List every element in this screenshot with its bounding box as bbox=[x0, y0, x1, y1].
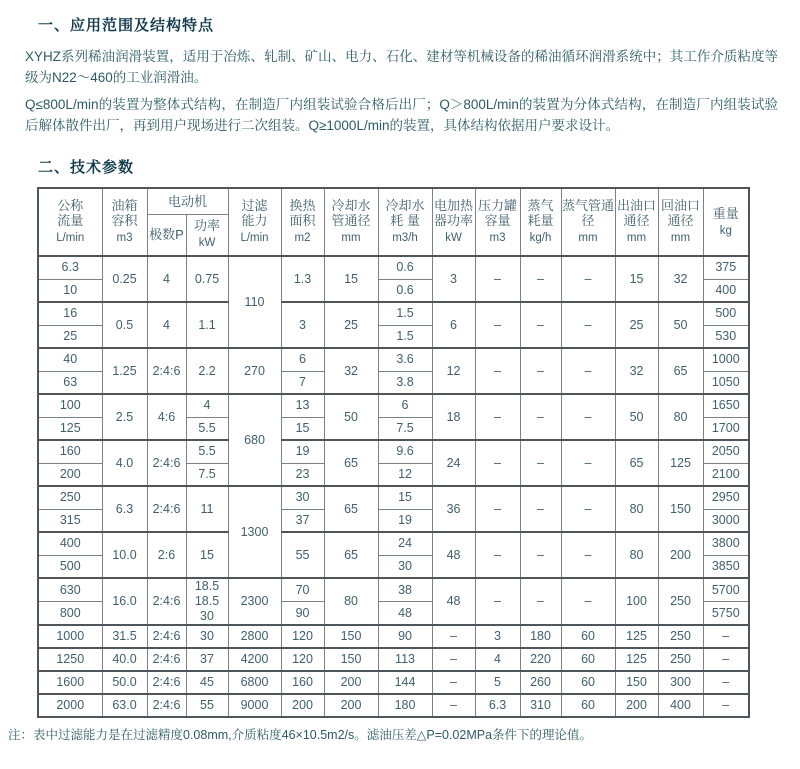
table-cell: 50 bbox=[324, 394, 378, 440]
table-cell: 2050 bbox=[703, 440, 749, 463]
table-cell: 110 bbox=[228, 256, 281, 348]
table-row bbox=[38, 256, 749, 279]
table-cell: 24 bbox=[378, 532, 432, 555]
table-cell: 40 bbox=[38, 348, 102, 371]
table-cell: 630 bbox=[38, 578, 102, 602]
header-unit: m3/h bbox=[392, 232, 418, 244]
col-header-motor-power bbox=[186, 214, 228, 256]
header-unit: m3 bbox=[489, 232, 506, 244]
table-cell: 125 bbox=[615, 648, 658, 671]
table-row bbox=[38, 440, 749, 463]
table-cell: 1000 bbox=[38, 625, 102, 648]
table-row bbox=[38, 394, 749, 417]
table-cell: 2000 bbox=[38, 694, 102, 717]
table-cell: 0.5 bbox=[102, 302, 147, 348]
col-header-filter-capacity bbox=[228, 188, 281, 256]
table-cell: 160 bbox=[38, 440, 102, 463]
table-cell: 30 bbox=[281, 486, 324, 509]
table-cell: – bbox=[475, 256, 520, 302]
cell-line: 18.5 bbox=[194, 579, 220, 593]
header-unit: m3 bbox=[116, 232, 133, 244]
table-cell: 9000 bbox=[228, 694, 281, 717]
table-cell: 200 bbox=[615, 694, 658, 717]
table-cell: – bbox=[561, 302, 615, 348]
header-unit: mm bbox=[578, 232, 598, 244]
table-cell: 7 bbox=[281, 371, 324, 394]
table-cell: 3000 bbox=[703, 509, 749, 532]
cell-line: 18.5 bbox=[194, 594, 220, 608]
table-cell: 25 bbox=[324, 302, 378, 348]
header-line: 回油口 bbox=[661, 198, 701, 213]
table-cell: 2:6 bbox=[147, 532, 186, 578]
table-cell: – bbox=[475, 532, 520, 578]
table-cell: 160 bbox=[281, 671, 324, 694]
table-cell: 120 bbox=[281, 648, 324, 671]
table-cell: 180 bbox=[378, 694, 432, 717]
table-cell: 2:4:6 bbox=[147, 694, 186, 717]
table-cell: 3 bbox=[432, 256, 475, 302]
table-cell: – bbox=[561, 486, 615, 532]
table-cell: 680 bbox=[228, 394, 281, 486]
table-cell: 125 bbox=[658, 440, 703, 486]
col-header-heater-power bbox=[432, 188, 475, 256]
col-header-cooling-water-consumption bbox=[378, 188, 432, 256]
table-cell: 2950 bbox=[703, 486, 749, 509]
header-line: 器功率 bbox=[434, 213, 474, 228]
table-cell: 150 bbox=[658, 486, 703, 532]
table-cell: 5750 bbox=[703, 602, 749, 626]
table-cell: 63 bbox=[38, 371, 102, 394]
header-unit: mm bbox=[341, 232, 361, 244]
footnote: 注：表中过滤能力是在过滤精度0.08mm,介质粘度46×10.5m2/s。滤油压差△P=0.02MPa条件下的理论值。 bbox=[8, 728, 593, 742]
table-cell: 12 bbox=[378, 463, 432, 486]
cell-line: 30 bbox=[200, 609, 214, 623]
table-cell: 2:4:6 bbox=[147, 348, 186, 394]
table-cell: 60 bbox=[561, 625, 615, 648]
table-cell: – bbox=[703, 648, 749, 671]
table-cell: – bbox=[561, 348, 615, 394]
table-cell: 200 bbox=[658, 532, 703, 578]
table-cell: 2.5 bbox=[102, 394, 147, 440]
table-cell: 7.5 bbox=[378, 417, 432, 440]
table-cell: 30 bbox=[186, 625, 228, 648]
table-cell: – bbox=[561, 578, 615, 625]
header-line: 径 bbox=[581, 213, 595, 228]
table-cell: 45 bbox=[186, 671, 228, 694]
table-cell: 4 bbox=[475, 648, 520, 671]
table-row bbox=[38, 671, 749, 694]
table-cell: 10.0 bbox=[102, 532, 147, 578]
header-line: 公称 bbox=[57, 198, 84, 213]
col-header-oil-return-diameter bbox=[658, 188, 703, 256]
table-cell: – bbox=[703, 625, 749, 648]
header-unit: kg/h bbox=[529, 232, 552, 244]
table-cell: 25 bbox=[38, 325, 102, 348]
table-cell: – bbox=[432, 625, 475, 648]
table-cell: – bbox=[432, 648, 475, 671]
header-line: 耗量 bbox=[527, 213, 554, 228]
table-cell: 15 bbox=[378, 486, 432, 509]
table-cell: 30 bbox=[378, 555, 432, 578]
table-cell: 1650 bbox=[703, 394, 749, 417]
table-cell: 220 bbox=[520, 648, 561, 671]
table-cell: – bbox=[475, 394, 520, 440]
table-cell: 48 bbox=[432, 532, 475, 578]
col-header-cooling-pipe-diameter bbox=[324, 188, 378, 256]
table-cell: 4 bbox=[147, 302, 186, 348]
header-line: 蒸气管通 bbox=[562, 198, 615, 213]
table-cell: 4200 bbox=[228, 648, 281, 671]
table-cell: 200 bbox=[324, 671, 378, 694]
spec-table-body bbox=[38, 256, 749, 717]
table-cell: 400 bbox=[38, 532, 102, 555]
table-cell: 7.5 bbox=[186, 463, 228, 486]
header-line: 管通径 bbox=[331, 213, 371, 228]
table-cell: 48 bbox=[432, 578, 475, 625]
table-cell: 24 bbox=[432, 440, 475, 486]
table-cell: – bbox=[703, 671, 749, 694]
header-unit: L/min bbox=[56, 232, 85, 244]
table-cell: 120 bbox=[281, 625, 324, 648]
col-header-steam-consumption bbox=[520, 188, 561, 256]
table-cell: 11 bbox=[186, 486, 228, 532]
header-line: 换热 bbox=[289, 198, 316, 213]
table-cell: – bbox=[520, 486, 561, 532]
table-cell: 4 bbox=[186, 394, 228, 417]
table-cell: 50 bbox=[658, 302, 703, 348]
table-cell: – bbox=[561, 394, 615, 440]
header-line: 容量 bbox=[484, 213, 511, 228]
table-cell: 3800 bbox=[703, 532, 749, 555]
table-cell: 6.3 bbox=[475, 694, 520, 717]
table-cell: 3.8 bbox=[378, 371, 432, 394]
table-cell: 36 bbox=[432, 486, 475, 532]
table-cell: 1250 bbox=[38, 648, 102, 671]
table-cell: – bbox=[520, 578, 561, 625]
table-cell: 9.6 bbox=[378, 440, 432, 463]
table-cell: 65 bbox=[615, 440, 658, 486]
col-header-tank-capacity bbox=[102, 188, 147, 256]
table-cell: – bbox=[475, 578, 520, 625]
col-header-heat-exchange-area bbox=[281, 188, 324, 256]
table-cell: 5700 bbox=[703, 578, 749, 602]
table-cell: 15 bbox=[281, 417, 324, 440]
header-unit: mm bbox=[626, 232, 647, 244]
header-line: 能力 bbox=[241, 213, 268, 228]
table-cell: – bbox=[520, 256, 561, 302]
table-cell: 2:4:6 bbox=[147, 440, 186, 486]
paragraph-application-scope: XYHZ系列稀油润滑装置，适用于冶炼、轧制、矿山、电力、石化、建材等机械设备的稀油循环润滑系统中；其工作介质粘度等级为N22～460的工业润滑油。 bbox=[25, 49, 778, 85]
table-cell: 4:6 bbox=[147, 394, 186, 440]
header-unit: m2 bbox=[294, 232, 311, 244]
header-line: 冷却水 bbox=[385, 198, 425, 213]
table-cell: – bbox=[561, 256, 615, 302]
table-cell: 100 bbox=[615, 578, 658, 625]
table-cell bbox=[186, 578, 228, 625]
header-line: 冷却水 bbox=[331, 198, 371, 213]
table-cell: 90 bbox=[378, 625, 432, 648]
table-cell: 3.6 bbox=[378, 348, 432, 371]
table-cell: 500 bbox=[38, 555, 102, 578]
table-cell: 90 bbox=[281, 602, 324, 626]
table-cell: 260 bbox=[520, 671, 561, 694]
table-cell: 2:4:6 bbox=[147, 625, 186, 648]
table-cell: 1.5 bbox=[378, 325, 432, 348]
table-cell: 2:4:6 bbox=[147, 486, 186, 532]
table-cell: 60 bbox=[561, 648, 615, 671]
table-cell: 32 bbox=[324, 348, 378, 394]
table-cell: 1.1 bbox=[186, 302, 228, 348]
table-cell: 80 bbox=[324, 578, 378, 625]
table-cell: 200 bbox=[281, 694, 324, 717]
table-header-row-1 bbox=[38, 188, 749, 214]
table-cell: 1700 bbox=[703, 417, 749, 440]
table-cell: 125 bbox=[38, 417, 102, 440]
table-cell: 6800 bbox=[228, 671, 281, 694]
header-unit: kW bbox=[445, 232, 462, 244]
table-cell: 150 bbox=[324, 648, 378, 671]
table-cell: 2100 bbox=[703, 463, 749, 486]
table-cell: 37 bbox=[186, 648, 228, 671]
table-cell: – bbox=[432, 671, 475, 694]
header-line: 通径 bbox=[667, 213, 694, 228]
section-1-title: 一、应用范围及结构特点 bbox=[38, 17, 215, 34]
table-cell: 3 bbox=[281, 302, 324, 348]
table-cell: 19 bbox=[378, 509, 432, 532]
table-cell: 310 bbox=[520, 694, 561, 717]
table-row bbox=[38, 694, 749, 717]
header-line: 容积 bbox=[111, 213, 138, 228]
table-row bbox=[38, 578, 749, 602]
table-cell: 80 bbox=[615, 486, 658, 532]
table-cell: 19 bbox=[281, 440, 324, 463]
table-cell: 6.3 bbox=[38, 256, 102, 279]
header-line: 通径 bbox=[623, 213, 650, 228]
col-header-oil-outlet-diameter bbox=[615, 188, 658, 256]
table-cell: 15 bbox=[324, 256, 378, 302]
table-cell: 65 bbox=[324, 440, 378, 486]
table-cell: 180 bbox=[520, 625, 561, 648]
col-header-steam-pipe-diameter bbox=[561, 188, 615, 256]
header-line: 过滤 bbox=[241, 198, 268, 213]
table-row bbox=[38, 302, 749, 325]
table-row bbox=[38, 625, 749, 648]
table-cell: 16 bbox=[38, 302, 102, 325]
table-cell: 6.3 bbox=[102, 486, 147, 532]
table-cell: – bbox=[475, 348, 520, 394]
header-unit: kW bbox=[198, 237, 216, 250]
table-cell: 250 bbox=[38, 486, 102, 509]
table-cell: 38 bbox=[378, 578, 432, 602]
document-page bbox=[0, 14, 800, 769]
table-cell: 12 bbox=[432, 348, 475, 394]
header-line: 油箱 bbox=[111, 198, 138, 213]
table-cell: 25 bbox=[615, 302, 658, 348]
table-cell: 375 bbox=[703, 256, 749, 279]
table-cell: 1300 bbox=[228, 486, 281, 578]
table-cell: 150 bbox=[615, 671, 658, 694]
table-cell: 6 bbox=[432, 302, 475, 348]
table-cell: 3850 bbox=[703, 555, 749, 578]
table-cell: 2800 bbox=[228, 625, 281, 648]
table-cell: 1000 bbox=[703, 348, 749, 371]
table-row bbox=[38, 648, 749, 671]
table-cell: 70 bbox=[281, 578, 324, 602]
table-cell: – bbox=[520, 302, 561, 348]
technical-parameters-table bbox=[37, 187, 750, 718]
table-cell: 5.5 bbox=[186, 417, 228, 440]
table-cell: 80 bbox=[658, 394, 703, 440]
table-cell: 0.75 bbox=[186, 256, 228, 302]
header-unit: kg bbox=[719, 224, 732, 237]
table-cell: 55 bbox=[186, 694, 228, 717]
table-cell: 1050 bbox=[703, 371, 749, 394]
table-cell: 800 bbox=[38, 602, 102, 626]
table-cell: 3 bbox=[475, 625, 520, 648]
header-line: 蒸气 bbox=[527, 198, 554, 213]
table-cell: 50 bbox=[615, 394, 658, 440]
col-header-weight bbox=[703, 188, 749, 256]
table-cell: 125 bbox=[615, 625, 658, 648]
table-cell: 5.5 bbox=[186, 440, 228, 463]
table-cell: 113 bbox=[378, 648, 432, 671]
table-cell: 100 bbox=[38, 394, 102, 417]
table-cell: 150 bbox=[324, 625, 378, 648]
table-cell: 6 bbox=[281, 348, 324, 371]
table-cell: 32 bbox=[615, 348, 658, 394]
table-cell: 37 bbox=[281, 509, 324, 532]
table-cell: 65 bbox=[658, 348, 703, 394]
table-cell: 6 bbox=[378, 394, 432, 417]
header-unit: L/min bbox=[240, 232, 269, 244]
table-cell: 13 bbox=[281, 394, 324, 417]
header-line: 耗 量 bbox=[390, 213, 420, 228]
table-cell: 18 bbox=[432, 394, 475, 440]
table-cell: – bbox=[520, 348, 561, 394]
table-cell: 10 bbox=[38, 279, 102, 302]
header-line: 电加热 bbox=[434, 198, 474, 213]
table-cell: 80 bbox=[615, 532, 658, 578]
table-cell: – bbox=[475, 440, 520, 486]
table-header bbox=[38, 188, 749, 256]
table-cell: 0.25 bbox=[102, 256, 147, 302]
table-cell: 250 bbox=[658, 648, 703, 671]
table-cell: 65 bbox=[324, 532, 378, 578]
table-cell: – bbox=[703, 694, 749, 717]
table-cell: 32 bbox=[658, 256, 703, 302]
table-cell: 0.6 bbox=[378, 279, 432, 302]
col-header-nominal-flow bbox=[38, 188, 102, 256]
table-cell: 2:4:6 bbox=[147, 648, 186, 671]
table-cell: 315 bbox=[38, 509, 102, 532]
table-cell: 55 bbox=[281, 532, 324, 578]
table-cell: 400 bbox=[658, 694, 703, 717]
table-cell: 40.0 bbox=[102, 648, 147, 671]
table-cell: 63.0 bbox=[102, 694, 147, 717]
table-cell: 60 bbox=[561, 694, 615, 717]
table-cell: 4 bbox=[147, 256, 186, 302]
table-cell: 1600 bbox=[38, 671, 102, 694]
table-cell: 2:4:6 bbox=[147, 671, 186, 694]
table-cell: 400 bbox=[703, 279, 749, 302]
header-line: 功率 bbox=[194, 218, 221, 234]
table-cell: 2:4:6 bbox=[147, 578, 186, 625]
table-cell: – bbox=[561, 440, 615, 486]
col-header-motor-poles: 极数P bbox=[147, 214, 186, 256]
table-cell: – bbox=[520, 532, 561, 578]
table-cell: – bbox=[520, 440, 561, 486]
table-row bbox=[38, 348, 749, 371]
table-row bbox=[38, 532, 749, 555]
table-cell: 48 bbox=[378, 602, 432, 626]
table-cell: 23 bbox=[281, 463, 324, 486]
table-cell: – bbox=[475, 486, 520, 532]
paragraph-structure: Q≤800L/min的装置为整体式结构，在制造厂内组装试验合格后出厂；Q＞800L/min的装置为分体式结构，在制造厂内组装试验后解体散件出厂，再到用户现场进行二次组装。Q≥1000L/min的装置，具体结构依据用户要求设计。 bbox=[25, 97, 778, 133]
table-cell: – bbox=[561, 532, 615, 578]
table-cell: 60 bbox=[561, 671, 615, 694]
header-line: 压力罐 bbox=[478, 198, 518, 213]
table-cell: 16.0 bbox=[102, 578, 147, 625]
table-cell: 1.5 bbox=[378, 302, 432, 325]
table-cell: 200 bbox=[38, 463, 102, 486]
table-cell: 2.2 bbox=[186, 348, 228, 394]
header-line: 重量 bbox=[712, 205, 739, 221]
table-cell: 50.0 bbox=[102, 671, 147, 694]
header-line: 面积 bbox=[289, 213, 316, 228]
table-cell: 250 bbox=[658, 578, 703, 625]
table-cell: 2300 bbox=[228, 578, 281, 625]
table-cell: 15 bbox=[186, 532, 228, 578]
table-cell: 31.5 bbox=[102, 625, 147, 648]
section-2-title: 二、技术参数 bbox=[38, 159, 135, 176]
table-cell: 4.0 bbox=[102, 440, 147, 486]
table-cell: 5 bbox=[475, 671, 520, 694]
col-header-motor-group: 电动机 bbox=[147, 188, 228, 214]
table-cell: 530 bbox=[703, 325, 749, 348]
table-cell: 200 bbox=[324, 694, 378, 717]
header-line: 流量 bbox=[57, 213, 84, 228]
table-cell: 0.6 bbox=[378, 256, 432, 279]
table-cell: 300 bbox=[658, 671, 703, 694]
table-cell: – bbox=[520, 394, 561, 440]
table-cell: 65 bbox=[324, 486, 378, 532]
table-row bbox=[38, 486, 749, 509]
table-cell: 270 bbox=[228, 348, 281, 394]
table-cell: 1.25 bbox=[102, 348, 147, 394]
table-cell: 1.3 bbox=[281, 256, 324, 302]
header-unit: mm bbox=[670, 232, 691, 244]
col-header-pressure-tank-capacity bbox=[475, 188, 520, 256]
table-cell: 500 bbox=[703, 302, 749, 325]
table-cell: 15 bbox=[615, 256, 658, 302]
table-cell: – bbox=[475, 302, 520, 348]
header-line: 出油口 bbox=[617, 198, 657, 213]
table-cell: – bbox=[432, 694, 475, 717]
table-cell: 250 bbox=[658, 625, 703, 648]
table-cell: 144 bbox=[378, 671, 432, 694]
